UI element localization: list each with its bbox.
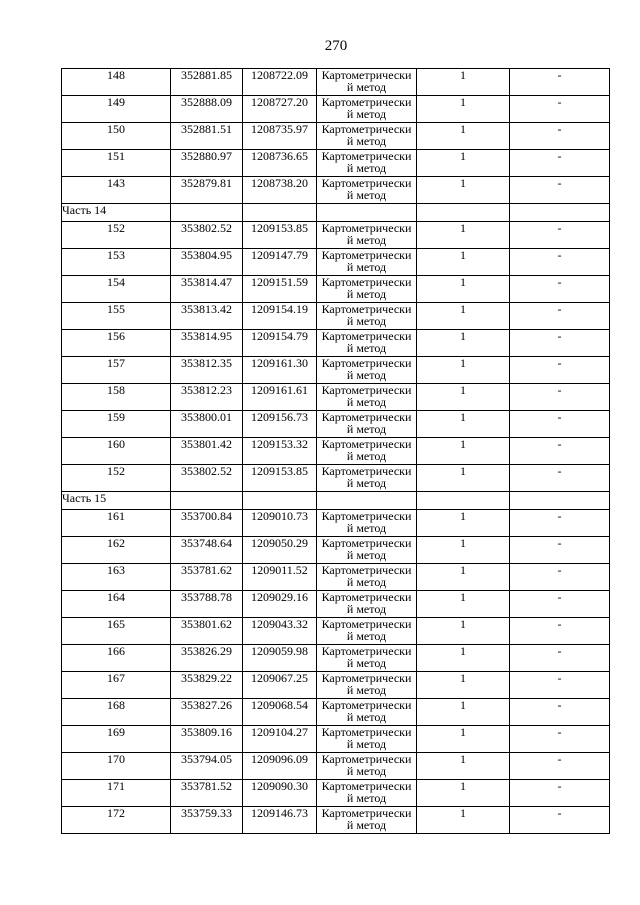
method-text-line-1: Картометрически bbox=[321, 671, 412, 685]
point-number-cell: 172 bbox=[62, 807, 171, 834]
precision-cell: 1 bbox=[417, 780, 510, 807]
x-coordinate-cell: 353814.47 bbox=[171, 276, 243, 303]
point-number-cell: 166 bbox=[62, 645, 171, 672]
precision-cell: 1 bbox=[417, 807, 510, 834]
note-cell: - bbox=[510, 726, 610, 753]
method-text-line-2: й метод bbox=[346, 548, 387, 562]
x-coordinate-cell: 353802.52 bbox=[171, 222, 243, 249]
method-text-line-1: Картометрически bbox=[321, 725, 412, 739]
method-text-line-2: й метод bbox=[346, 260, 387, 274]
table-row bbox=[62, 438, 610, 465]
precision-cell: 1 bbox=[417, 96, 510, 123]
point-number-cell: 155 bbox=[62, 303, 171, 330]
y-coordinate-cell: 1209096.09 bbox=[243, 753, 317, 780]
table-row bbox=[62, 807, 610, 834]
x-coordinate-cell: 353759.33 bbox=[171, 807, 243, 834]
method-text-line-1: Картометрически bbox=[321, 806, 412, 820]
y-coordinate-cell: 1209161.61 bbox=[243, 384, 317, 411]
method-text-line-1: Картометрически bbox=[321, 302, 412, 316]
x-coordinate-cell: 353748.64 bbox=[171, 537, 243, 564]
precision-cell: 1 bbox=[417, 564, 510, 591]
note-cell: - bbox=[510, 330, 610, 357]
empty-cell bbox=[317, 204, 417, 222]
point-number-cell: 148 bbox=[62, 69, 171, 96]
point-number-cell: 157 bbox=[62, 357, 171, 384]
y-coordinate-cell: 1209147.79 bbox=[243, 249, 317, 276]
y-coordinate-cell: 1208738.20 bbox=[243, 177, 317, 204]
method-text-line-2: й метод bbox=[346, 233, 387, 247]
point-number-cell: 158 bbox=[62, 384, 171, 411]
method-text-line-2: й метод bbox=[346, 476, 387, 490]
y-coordinate-cell: 1209050.29 bbox=[243, 537, 317, 564]
method-text-line-1: Картометрически bbox=[321, 383, 412, 397]
note-cell: - bbox=[510, 807, 610, 834]
y-coordinate-cell: 1208736.65 bbox=[243, 150, 317, 177]
table-row bbox=[62, 123, 610, 150]
point-number-cell: 152 bbox=[62, 222, 171, 249]
method-text-line-1: Картометрически bbox=[321, 698, 412, 712]
x-coordinate-cell: 353788.78 bbox=[171, 591, 243, 618]
note-cell: - bbox=[510, 411, 610, 438]
y-coordinate-cell: 1209161.30 bbox=[243, 357, 317, 384]
method-text-line-1: Картометрически bbox=[321, 563, 412, 577]
precision-cell: 1 bbox=[417, 249, 510, 276]
note-cell: - bbox=[510, 537, 610, 564]
note-cell: - bbox=[510, 591, 610, 618]
table-row bbox=[62, 411, 610, 438]
method-cell bbox=[317, 699, 417, 726]
method-cell bbox=[317, 384, 417, 411]
y-coordinate-cell: 1209153.85 bbox=[243, 465, 317, 492]
table-row bbox=[62, 753, 610, 780]
method-text-line-2: й метод bbox=[346, 683, 387, 697]
x-coordinate-cell: 352881.85 bbox=[171, 69, 243, 96]
method-text-line-1: Картометрически bbox=[321, 779, 412, 793]
part-label: Часть 15 bbox=[62, 492, 171, 510]
precision-cell: 1 bbox=[417, 672, 510, 699]
table-row bbox=[62, 303, 610, 330]
method-cell bbox=[317, 564, 417, 591]
table-row bbox=[62, 726, 610, 753]
precision-cell: 1 bbox=[417, 645, 510, 672]
x-coordinate-cell: 353800.01 bbox=[171, 411, 243, 438]
empty-cell bbox=[243, 204, 317, 222]
note-cell: - bbox=[510, 96, 610, 123]
method-text-line-1: Картометрически bbox=[321, 437, 412, 451]
method-cell bbox=[317, 510, 417, 537]
y-coordinate-cell: 1209146.73 bbox=[243, 807, 317, 834]
precision-cell: 1 bbox=[417, 222, 510, 249]
method-text-line-2: й метод bbox=[346, 575, 387, 589]
method-text-line-2: й метод bbox=[346, 422, 387, 436]
precision-cell: 1 bbox=[417, 537, 510, 564]
note-cell: - bbox=[510, 177, 610, 204]
table-row bbox=[62, 780, 610, 807]
point-number-cell: 156 bbox=[62, 330, 171, 357]
point-number-cell: 171 bbox=[62, 780, 171, 807]
x-coordinate-cell: 353794.05 bbox=[171, 753, 243, 780]
x-coordinate-cell: 353812.23 bbox=[171, 384, 243, 411]
method-cell bbox=[317, 276, 417, 303]
coordinates-table-body bbox=[62, 69, 610, 834]
method-cell bbox=[317, 726, 417, 753]
method-text-line-2: й метод bbox=[346, 521, 387, 535]
precision-cell: 1 bbox=[417, 465, 510, 492]
precision-cell: 1 bbox=[417, 69, 510, 96]
method-cell bbox=[317, 591, 417, 618]
table-row bbox=[62, 69, 610, 96]
method-cell bbox=[317, 672, 417, 699]
table-row bbox=[62, 177, 610, 204]
note-cell: - bbox=[510, 303, 610, 330]
point-number-cell: 167 bbox=[62, 672, 171, 699]
x-coordinate-cell: 353804.95 bbox=[171, 249, 243, 276]
method-text-line-2: й метод bbox=[346, 368, 387, 382]
y-coordinate-cell: 1209153.85 bbox=[243, 222, 317, 249]
y-coordinate-cell: 1209010.73 bbox=[243, 510, 317, 537]
precision-cell: 1 bbox=[417, 150, 510, 177]
note-cell: - bbox=[510, 672, 610, 699]
table-row bbox=[62, 384, 610, 411]
method-text-line-2: й метод bbox=[346, 134, 387, 148]
coordinates-table bbox=[61, 68, 610, 834]
y-coordinate-cell: 1208722.09 bbox=[243, 69, 317, 96]
table-row bbox=[62, 510, 610, 537]
note-cell: - bbox=[510, 357, 610, 384]
y-coordinate-cell: 1209011.52 bbox=[243, 564, 317, 591]
method-text-line-1: Картометрически bbox=[321, 248, 412, 262]
y-coordinate-cell: 1209104.27 bbox=[243, 726, 317, 753]
precision-cell: 1 bbox=[417, 276, 510, 303]
point-number-cell: 169 bbox=[62, 726, 171, 753]
method-text-line-2: й метод bbox=[346, 602, 387, 616]
method-text-line-1: Картометрически bbox=[321, 68, 412, 82]
table-row bbox=[62, 330, 610, 357]
method-text-line-1: Картометрически bbox=[321, 275, 412, 289]
method-cell bbox=[317, 222, 417, 249]
method-cell bbox=[317, 150, 417, 177]
method-text-line-1: Картометрически bbox=[321, 536, 412, 550]
method-text-line-1: Картометрически bbox=[321, 221, 412, 235]
x-coordinate-cell: 353829.22 bbox=[171, 672, 243, 699]
point-number-cell: 143 bbox=[62, 177, 171, 204]
precision-cell: 1 bbox=[417, 303, 510, 330]
method-text-line-2: й метод bbox=[346, 737, 387, 751]
method-text-line-1: Картометрически bbox=[321, 644, 412, 658]
method-cell bbox=[317, 753, 417, 780]
method-text-line-1: Картометрически bbox=[321, 590, 412, 604]
table-row bbox=[62, 249, 610, 276]
method-text-line-2: й метод bbox=[346, 188, 387, 202]
method-text-line-2: й метод bbox=[346, 656, 387, 670]
method-text-line-2: й метод bbox=[346, 764, 387, 778]
x-coordinate-cell: 353813.42 bbox=[171, 303, 243, 330]
x-coordinate-cell: 353801.62 bbox=[171, 618, 243, 645]
precision-cell: 1 bbox=[417, 123, 510, 150]
method-text-line-1: Картометрически bbox=[321, 329, 412, 343]
y-coordinate-cell: 1209068.54 bbox=[243, 699, 317, 726]
y-coordinate-cell: 1209151.59 bbox=[243, 276, 317, 303]
method-text-line-2: й метод bbox=[346, 449, 387, 463]
point-number-cell: 154 bbox=[62, 276, 171, 303]
note-cell: - bbox=[510, 465, 610, 492]
point-number-cell: 162 bbox=[62, 537, 171, 564]
method-cell bbox=[317, 177, 417, 204]
note-cell: - bbox=[510, 150, 610, 177]
table-row bbox=[62, 564, 610, 591]
x-coordinate-cell: 353700.84 bbox=[171, 510, 243, 537]
note-cell: - bbox=[510, 384, 610, 411]
method-text-line-1: Картометрически bbox=[321, 509, 412, 523]
point-number-cell: 164 bbox=[62, 591, 171, 618]
method-text-line-2: й метод bbox=[346, 314, 387, 328]
note-cell: - bbox=[510, 276, 610, 303]
precision-cell: 1 bbox=[417, 357, 510, 384]
method-text-line-1: Картометрически bbox=[321, 122, 412, 136]
method-text-line-1: Картометрически bbox=[321, 176, 412, 190]
method-text-line-2: й метод bbox=[346, 287, 387, 301]
x-coordinate-cell: 352888.09 bbox=[171, 96, 243, 123]
point-number-cell: 161 bbox=[62, 510, 171, 537]
note-cell: - bbox=[510, 699, 610, 726]
point-number-cell: 153 bbox=[62, 249, 171, 276]
y-coordinate-cell: 1208735.97 bbox=[243, 123, 317, 150]
note-cell: - bbox=[510, 564, 610, 591]
x-coordinate-cell: 352881.51 bbox=[171, 123, 243, 150]
page-number: 270 bbox=[324, 38, 348, 54]
part-header-row bbox=[62, 204, 610, 222]
method-cell bbox=[317, 411, 417, 438]
note-cell: - bbox=[510, 249, 610, 276]
x-coordinate-cell: 353812.35 bbox=[171, 357, 243, 384]
method-cell bbox=[317, 618, 417, 645]
y-coordinate-cell: 1209029.16 bbox=[243, 591, 317, 618]
note-cell: - bbox=[510, 222, 610, 249]
precision-cell: 1 bbox=[417, 753, 510, 780]
table-row bbox=[62, 672, 610, 699]
x-coordinate-cell: 352880.97 bbox=[171, 150, 243, 177]
part-header-row bbox=[62, 492, 610, 510]
empty-cell bbox=[171, 492, 243, 510]
table-row bbox=[62, 591, 610, 618]
table-row bbox=[62, 465, 610, 492]
empty-cell bbox=[417, 492, 510, 510]
precision-cell: 1 bbox=[417, 438, 510, 465]
method-cell bbox=[317, 96, 417, 123]
point-number-cell: 163 bbox=[62, 564, 171, 591]
method-cell bbox=[317, 303, 417, 330]
x-coordinate-cell: 353781.52 bbox=[171, 780, 243, 807]
method-text-line-1: Картометрически bbox=[321, 149, 412, 163]
precision-cell: 1 bbox=[417, 330, 510, 357]
y-coordinate-cell: 1209043.32 bbox=[243, 618, 317, 645]
point-number-cell: 160 bbox=[62, 438, 171, 465]
method-cell bbox=[317, 438, 417, 465]
y-coordinate-cell: 1209156.73 bbox=[243, 411, 317, 438]
y-coordinate-cell: 1208727.20 bbox=[243, 96, 317, 123]
point-number-cell: 159 bbox=[62, 411, 171, 438]
empty-cell bbox=[510, 492, 610, 510]
point-number-cell: 170 bbox=[62, 753, 171, 780]
table-row bbox=[62, 222, 610, 249]
x-coordinate-cell: 353827.26 bbox=[171, 699, 243, 726]
note-cell: - bbox=[510, 123, 610, 150]
y-coordinate-cell: 1209154.79 bbox=[243, 330, 317, 357]
note-cell: - bbox=[510, 645, 610, 672]
method-text-line-1: Картометрически bbox=[321, 410, 412, 424]
table-row bbox=[62, 699, 610, 726]
method-text-line-2: й метод bbox=[346, 710, 387, 724]
method-text-line-2: й метод bbox=[346, 107, 387, 121]
method-text-line-1: Картометрически bbox=[321, 356, 412, 370]
point-number-cell: 168 bbox=[62, 699, 171, 726]
precision-cell: 1 bbox=[417, 699, 510, 726]
empty-cell bbox=[243, 492, 317, 510]
x-coordinate-cell: 353809.16 bbox=[171, 726, 243, 753]
x-coordinate-cell: 353781.62 bbox=[171, 564, 243, 591]
method-text-line-1: Картометрически bbox=[321, 464, 412, 478]
method-text-line-2: й метод bbox=[346, 80, 387, 94]
point-number-cell: 165 bbox=[62, 618, 171, 645]
x-coordinate-cell: 353801.42 bbox=[171, 438, 243, 465]
x-coordinate-cell: 353814.95 bbox=[171, 330, 243, 357]
y-coordinate-cell: 1209154.19 bbox=[243, 303, 317, 330]
table-row bbox=[62, 645, 610, 672]
note-cell: - bbox=[510, 618, 610, 645]
note-cell: - bbox=[510, 780, 610, 807]
method-text-line-2: й метод bbox=[346, 818, 387, 832]
method-cell bbox=[317, 357, 417, 384]
y-coordinate-cell: 1209090.30 bbox=[243, 780, 317, 807]
method-text-line-2: й метод bbox=[346, 791, 387, 805]
precision-cell: 1 bbox=[417, 726, 510, 753]
method-cell bbox=[317, 807, 417, 834]
y-coordinate-cell: 1209059.98 bbox=[243, 645, 317, 672]
point-number-cell: 152 bbox=[62, 465, 171, 492]
precision-cell: 1 bbox=[417, 618, 510, 645]
x-coordinate-cell: 353802.52 bbox=[171, 465, 243, 492]
point-number-cell: 151 bbox=[62, 150, 171, 177]
method-cell bbox=[317, 249, 417, 276]
empty-cell bbox=[417, 204, 510, 222]
x-coordinate-cell: 353826.29 bbox=[171, 645, 243, 672]
table-row bbox=[62, 96, 610, 123]
method-text-line-2: й метод bbox=[346, 341, 387, 355]
note-cell: - bbox=[510, 510, 610, 537]
table-row bbox=[62, 150, 610, 177]
method-cell bbox=[317, 69, 417, 96]
precision-cell: 1 bbox=[417, 177, 510, 204]
y-coordinate-cell: 1209153.32 bbox=[243, 438, 317, 465]
table-row bbox=[62, 537, 610, 564]
table-row bbox=[62, 618, 610, 645]
point-number-cell: 149 bbox=[62, 96, 171, 123]
precision-cell: 1 bbox=[417, 411, 510, 438]
point-number-cell: 150 bbox=[62, 123, 171, 150]
table-row bbox=[62, 276, 610, 303]
method-cell bbox=[317, 780, 417, 807]
empty-cell bbox=[171, 204, 243, 222]
method-text-line-1: Картометрически bbox=[321, 617, 412, 631]
empty-cell bbox=[317, 492, 417, 510]
table-row bbox=[62, 357, 610, 384]
precision-cell: 1 bbox=[417, 591, 510, 618]
method-cell bbox=[317, 537, 417, 564]
method-text-line-2: й метод bbox=[346, 161, 387, 175]
method-text-line-2: й метод bbox=[346, 629, 387, 643]
note-cell: - bbox=[510, 438, 610, 465]
method-text-line-2: й метод bbox=[346, 395, 387, 409]
method-text-line-1: Картометрически bbox=[321, 752, 412, 766]
method-cell bbox=[317, 465, 417, 492]
precision-cell: 1 bbox=[417, 510, 510, 537]
method-text-line-1: Картометрически bbox=[321, 95, 412, 109]
empty-cell bbox=[510, 204, 610, 222]
method-cell bbox=[317, 330, 417, 357]
part-label: Часть 14 bbox=[62, 204, 171, 222]
precision-cell: 1 bbox=[417, 384, 510, 411]
note-cell: - bbox=[510, 753, 610, 780]
x-coordinate-cell: 352879.81 bbox=[171, 177, 243, 204]
note-cell: - bbox=[510, 69, 610, 96]
y-coordinate-cell: 1209067.25 bbox=[243, 672, 317, 699]
method-cell bbox=[317, 645, 417, 672]
method-cell bbox=[317, 123, 417, 150]
